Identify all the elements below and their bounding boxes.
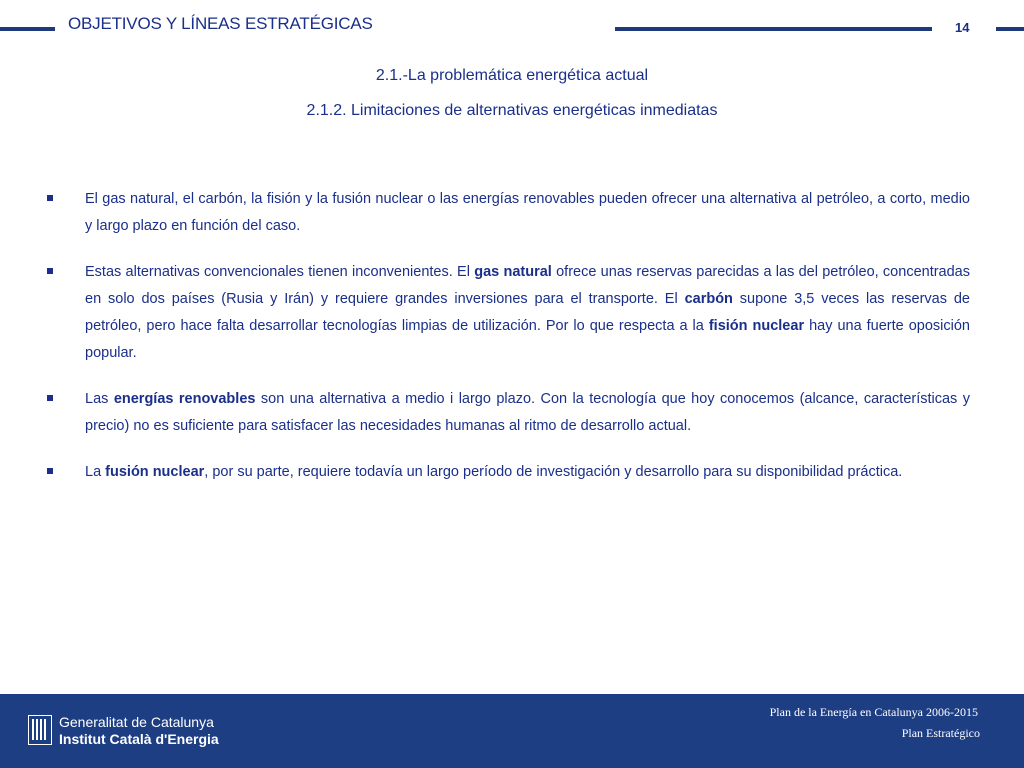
header-rule-middle: [615, 27, 932, 31]
bullet-text: El gas natural, el carbón, la fisión y la fusión nuclear o las energías renovables pueden ofrecer una alternativa al petróleo, a corto, medio y largo plazo en función del caso.: [85, 191, 970, 234]
org-name: Generalitat de Catalunya: [59, 714, 214, 730]
bullet-emphasis: carbón: [684, 291, 733, 307]
subtitle-section: 2.1.-La problemática energética actual: [375, 67, 649, 84]
bullet-emphasis: gas natural: [474, 264, 552, 280]
bullet-marker-icon: [47, 268, 53, 274]
footer-bar: [0, 694, 1024, 768]
bullet-marker-icon: [47, 468, 53, 474]
bullet-text: son una alternativa a medio i largo plazo. Con la tecnología que hoy conocemos (alcance, características y precio) no es suficiente para satisfacer las necesidades humanas al ritmo de desarrollo actual.: [85, 391, 970, 434]
bullet-item: [47, 459, 970, 486]
header-rule-right: [996, 27, 1024, 31]
bullet-text: Estas alternativas convencionales tienen inconvenientes. El: [85, 264, 475, 280]
bullet-list: [47, 186, 970, 505]
bullet-marker-icon: [47, 395, 53, 401]
bullet-item: [47, 186, 970, 240]
bullet-text: Las: [85, 391, 114, 407]
bullet-item: [47, 386, 970, 440]
bullet-text: , por su parte, requiere todavía un largo período de investigación y desarrollo para su disponibilidad práctica.: [204, 464, 903, 480]
subtitle-subsection: 2.1.2. Limitaciones de alternativas energéticas inmediatas: [306, 102, 718, 119]
bullet-text: hay una fuerte oposición popular.: [85, 318, 970, 361]
generalitat-logo-icon: [28, 715, 52, 745]
bullet-text: La: [85, 464, 106, 480]
page-number: 14: [955, 20, 970, 35]
bullet-marker-icon: [47, 195, 53, 201]
bullet-text: ofrece unas reservas parecidas a las del petróleo, concentradas en solo dos países (Rusia y Irán) y requiere grandes inversiones para el transporte. El: [85, 264, 970, 307]
plan-title: Plan de la Energía en Catalunya 2006-2015: [769, 705, 978, 719]
bullet-item: [47, 259, 970, 367]
plan-subtitle: Plan Estratégico: [901, 726, 980, 740]
bullet-emphasis: energías renovables: [113, 391, 256, 407]
bullet-emphasis: fusión nuclear: [105, 464, 205, 480]
header-rule-left: [0, 27, 55, 31]
org-subname: Institut Català d'Energia: [59, 731, 219, 747]
bullet-text: supone 3,5 veces las reservas de petróleo, pero hace falta desarrollar tecnologías limpias de utilización. Por lo que respecta a la: [85, 291, 970, 334]
section-title: OBJETIVOS Y LÍNEAS ESTRATÉGICAS: [68, 14, 373, 33]
bullet-emphasis: fisión nuclear: [708, 318, 805, 334]
